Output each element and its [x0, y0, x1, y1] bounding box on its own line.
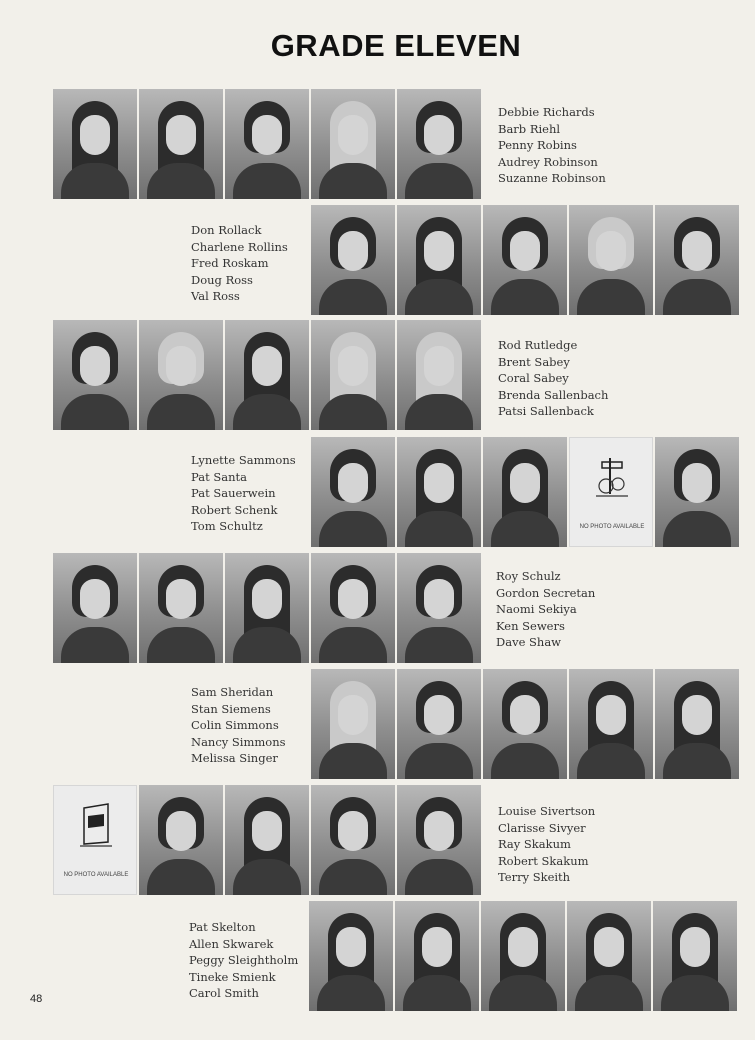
page-title: GRADE ELEVEN — [270, 28, 522, 63]
student-name: Doug Ross — [191, 272, 253, 287]
student-photo — [397, 785, 481, 895]
student-name: Brent Sabey — [498, 354, 570, 369]
no-photo-placeholder — [569, 437, 653, 547]
student-row — [0, 437, 755, 547]
student-name: Robert Schenk — [191, 502, 278, 517]
student-name: Naomi Sekiya — [496, 602, 577, 616]
student-name: Gordon Secretan — [496, 585, 596, 600]
name-list — [191, 452, 296, 535]
student-photo — [225, 785, 309, 895]
student-name: Allen Skwarek — [189, 936, 274, 951]
student-name: Charlene Rollins — [191, 239, 288, 254]
student-name: Dave Shaw — [496, 635, 562, 649]
student-photo — [483, 205, 567, 315]
student-name: Ken Sewers — [496, 618, 565, 633]
student-name: Ray Skakum — [498, 837, 571, 851]
student-name: Audrey Robinson — [498, 154, 598, 169]
name-list — [191, 222, 288, 305]
student-name: Sam Sheridan — [191, 685, 274, 699]
no-photo-caption: NO PHOTO AVAILABLE — [63, 872, 129, 878]
student-photo — [311, 553, 395, 663]
student-photo — [483, 669, 567, 779]
student-name: Coral Sabey — [498, 371, 569, 385]
student-name: Clarisse Sivyer — [498, 820, 586, 835]
student-photo — [311, 320, 395, 430]
student-photo — [53, 553, 137, 663]
student-name: Tineke Smienk — [189, 969, 276, 984]
student-photo — [655, 205, 739, 315]
student-name: Tom Schultz — [191, 519, 263, 533]
name-list — [498, 803, 595, 886]
student-name: Nancy Simmons — [191, 734, 286, 749]
student-row — [0, 901, 755, 1011]
student-photo — [397, 437, 481, 547]
window-sketch-icon — [76, 802, 116, 848]
student-name: Stan Siemens — [191, 701, 271, 716]
student-name: Patsi Sallenback — [498, 404, 594, 418]
student-name: Carol Smith — [189, 986, 259, 1000]
student-photo — [397, 553, 481, 663]
name-list — [498, 337, 608, 420]
student-name: Louise Sivertson — [498, 804, 596, 818]
student-name: Val Ross — [191, 289, 240, 303]
student-row — [53, 553, 753, 663]
student-photo — [395, 901, 479, 1011]
student-row — [53, 89, 753, 199]
name-list — [191, 684, 286, 767]
student-photo — [397, 320, 481, 430]
student-photo — [481, 901, 565, 1011]
student-name: Don Rollack — [191, 223, 262, 237]
student-photo — [311, 437, 395, 547]
student-name: Penny Robins — [498, 138, 577, 152]
no-photo-placeholder — [53, 785, 137, 895]
student-photo — [567, 901, 651, 1011]
student-name: Lynette Sammons — [191, 453, 296, 467]
student-photo — [569, 669, 653, 779]
student-name: Brenda Sallenbach — [498, 387, 609, 402]
student-name: Peggy Sleightholm — [189, 953, 299, 967]
student-name: Melissa Singer — [191, 751, 278, 765]
student-photo — [309, 901, 393, 1011]
student-name: Barb Riehl — [498, 121, 561, 136]
student-photo — [655, 437, 739, 547]
student-photo — [569, 205, 653, 315]
student-photo — [311, 669, 395, 779]
student-name: Roy Schulz — [496, 569, 561, 583]
student-photo — [397, 205, 481, 315]
student-name: Suzanne Robinson — [498, 171, 606, 185]
student-photo — [139, 320, 223, 430]
student-photo — [397, 89, 481, 199]
student-photo — [311, 89, 395, 199]
mailbox-sketch-icon — [592, 454, 632, 500]
student-photo — [53, 320, 137, 430]
student-photo — [139, 89, 223, 199]
student-photo — [483, 437, 567, 547]
student-photo — [225, 89, 309, 199]
student-photo — [653, 901, 737, 1011]
student-name: Terry Skeith — [498, 870, 571, 884]
student-row — [0, 205, 755, 315]
no-photo-caption: NO PHOTO AVAILABLE — [579, 524, 645, 530]
student-photo — [225, 553, 309, 663]
student-photo — [53, 89, 137, 199]
name-list — [498, 104, 606, 187]
student-row — [53, 320, 753, 430]
student-name: Fred Roskam — [191, 256, 269, 270]
name-list — [189, 919, 298, 1002]
student-name: Pat Sauerwein — [191, 486, 276, 500]
page-number: 48 — [30, 993, 43, 1005]
student-photo — [311, 785, 395, 895]
name-list — [496, 568, 595, 651]
student-name: Debbie Richards — [498, 105, 595, 119]
student-name: Pat Santa — [191, 469, 247, 484]
student-name: Robert Skakum — [498, 853, 589, 868]
student-photo — [139, 553, 223, 663]
student-photo — [397, 669, 481, 779]
student-name: Colin Simmons — [191, 718, 279, 732]
student-photo — [655, 669, 739, 779]
student-name: Pat Skelton — [189, 920, 256, 934]
student-row — [53, 785, 753, 895]
student-photo — [311, 205, 395, 315]
student-row — [0, 669, 755, 779]
student-photo — [225, 320, 309, 430]
student-photo — [139, 785, 223, 895]
student-name: Rod Rutledge — [498, 338, 578, 352]
